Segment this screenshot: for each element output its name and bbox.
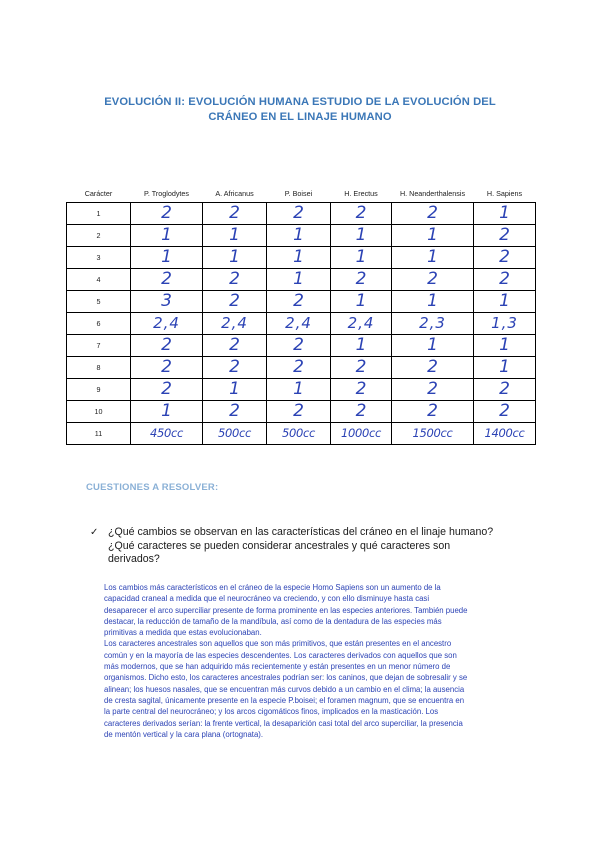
table-cell: 1 <box>474 335 536 357</box>
row-number: 7 <box>67 335 131 357</box>
table-cell: 2 <box>331 357 392 379</box>
table-cell: 2 <box>203 401 267 423</box>
table-cell: 1 <box>331 291 392 313</box>
table-cell: 1 <box>131 401 203 423</box>
table-cell: 2 <box>131 357 203 379</box>
table-cell: 2 <box>131 269 203 291</box>
table-cell: 1 <box>267 379 331 401</box>
answer-line: destacar, la reducción de tamaño de la mandíbula, así como de la dentadura de las especies más <box>104 616 442 626</box>
question-text <box>108 526 493 567</box>
header-boisei: P. Boisei <box>284 188 313 198</box>
answer-line: desaparecer el arco superciliar presente de forma prominente en las especies anteriores. También puede <box>104 605 468 615</box>
table-cell: 2 <box>392 357 474 379</box>
row-number: 10 <box>67 401 131 423</box>
header-troglodytes: P. Troglodytes <box>143 188 189 198</box>
table-cell: 1 <box>392 225 474 247</box>
table-cell: 2 <box>203 357 267 379</box>
table-cell: 500cc <box>267 423 331 445</box>
title-line: EVOLUCIÓN II: EVOLUCIÓN HUMANA ESTUDIO DE LA EVOLUCIÓN DEL <box>104 96 496 108</box>
table-row <box>67 423 536 445</box>
row-number: 11 <box>67 423 131 445</box>
answer-line: de mentón vertical y la cara plana (ortognata). <box>104 729 264 739</box>
table-cell: 2 <box>392 401 474 423</box>
header-character: Carácter <box>84 188 113 198</box>
table-cell: 2 <box>331 269 392 291</box>
table-cell: 2 <box>331 379 392 401</box>
table-cell: 2 <box>331 401 392 423</box>
header-africanus: A. Africanus <box>215 188 254 198</box>
table-cell: 2 <box>474 247 536 269</box>
answer-line: común y en la mayoría de las especies descendentes. Los caracteres derivados con aquellos que son <box>104 650 457 660</box>
table-cell: 1 <box>392 335 474 357</box>
row-number: 5 <box>67 291 131 313</box>
answer-line: de cresta sagital, únicamente presente en la especie P.boisei; el foramen magnum, que se encuentra en <box>104 695 465 705</box>
table-cell: 2,4 <box>267 313 331 335</box>
answer-line: alinean; los huesos nasales, que se encuentran más curvos debido a un cambio en el clima; la ausencia <box>104 684 465 694</box>
table-row <box>67 335 536 357</box>
answer-line: Los cambios más característicos en el cráneo de la especie Homo Sapiens son un aumento de la <box>104 583 441 592</box>
row-number: 1 <box>67 203 131 225</box>
table-row <box>67 269 536 291</box>
table-cell: 1 <box>267 269 331 291</box>
table-cell: 1 <box>474 291 536 313</box>
table-cell: 2,4 <box>131 313 203 335</box>
table-cell: 2 <box>474 225 536 247</box>
table-row <box>67 357 536 379</box>
row-number: 8 <box>67 357 131 379</box>
answer-line: organismos. Dicho esto, los caracteres ancestrales podrían ser: los caninos, que dejan de sobresalir y se <box>104 673 468 683</box>
table-cell: 2 <box>267 401 331 423</box>
table-cell: 450cc <box>131 423 203 445</box>
table-row <box>67 203 536 225</box>
table-cell: 1 <box>474 203 536 225</box>
answer-line: primitivas a medida que estas evolucionaban. <box>104 628 262 638</box>
answer-line: capacidad craneal a medida que el neurocráneo va creciendo, y con ello disminuye hasta casi <box>104 594 430 604</box>
table-cell: 2 <box>267 291 331 313</box>
row-number: 3 <box>67 247 131 269</box>
table-cell: 3 <box>131 291 203 313</box>
answer-line: Los caracteres ancestrales son aquellos que son más primitivos, que están presentes en el ancestro <box>104 639 452 649</box>
table-cell: 2 <box>203 291 267 313</box>
table-cell: 2 <box>131 335 203 357</box>
row-number: 4 <box>67 269 131 291</box>
table-header-row <box>67 184 536 203</box>
table-cell: 1 <box>392 291 474 313</box>
answer-text <box>104 582 524 740</box>
table-cell: 2 <box>474 401 536 423</box>
table-cell: 1 <box>331 335 392 357</box>
table-row <box>67 291 536 313</box>
table-cell: 2 <box>203 203 267 225</box>
question-item <box>90 526 530 567</box>
section-title: CUESTIONES A RESOLVER: <box>86 482 219 493</box>
answer-line: caracteres derivados serían: la frente vertical, la desaparición casi total del arco superciliar, la presencia <box>104 718 463 728</box>
table-cell: 1,3 <box>474 313 536 335</box>
question-line: ¿Qué caracteres se pueden considerar ancestrales y qué caracteres son <box>108 539 451 552</box>
table-row <box>67 247 536 269</box>
table-cell: 1400cc <box>474 423 536 445</box>
answer-paragraph <box>104 638 524 740</box>
table-cell: 1 <box>203 379 267 401</box>
table-cell: 1000cc <box>331 423 392 445</box>
table-row <box>67 401 536 423</box>
table-cell: 2 <box>131 379 203 401</box>
checkmark-icon: ✓ <box>90 527 99 538</box>
table-row <box>67 225 536 247</box>
table-cell: 2,3 <box>392 313 474 335</box>
row-number: 2 <box>67 225 131 247</box>
title-line: CRÁNEO EN EL LINAJE HUMANO <box>208 111 392 123</box>
table-cell: 1 <box>392 247 474 269</box>
table-row <box>67 379 536 401</box>
table-cell: 2 <box>392 379 474 401</box>
table-cell: 2 <box>474 269 536 291</box>
table-cell: 2,4 <box>203 313 267 335</box>
table-cell: 1 <box>267 247 331 269</box>
header-erectus: H. Erectus <box>344 188 378 198</box>
table-cell: 1 <box>203 225 267 247</box>
question-line: derivados? <box>108 553 160 565</box>
table-cell: 1 <box>267 225 331 247</box>
row-number: 9 <box>67 379 131 401</box>
table-cell: 1 <box>331 225 392 247</box>
table-cell: 2 <box>474 379 536 401</box>
table-cell: 2 <box>392 269 474 291</box>
table-cell: 2 <box>331 203 392 225</box>
table-cell: 1 <box>131 225 203 247</box>
row-number: 6 <box>67 313 131 335</box>
table-cell: 1 <box>331 247 392 269</box>
answer-line: más modernos, que se han adquirido más recientemente y están presentes en un menor número de <box>104 662 451 672</box>
table-cell: 2,4 <box>331 313 392 335</box>
table-cell: 1 <box>131 247 203 269</box>
table-cell: 1 <box>203 247 267 269</box>
table-cell: 2 <box>267 203 331 225</box>
question-line: ¿Qué cambios se observan en las características del cráneo en el linaje humano? <box>108 526 494 538</box>
answer-line: la parte central del neurocráneo; y los arcos cigomáticos finos, implicados en la masticación. Los <box>104 707 439 717</box>
header-sapiens: H. Sapiens <box>486 188 523 198</box>
character-table <box>66 184 536 445</box>
table-cell: 2 <box>392 203 474 225</box>
table-cell: 1500cc <box>392 423 474 445</box>
document-title <box>60 95 540 125</box>
table-cell: 2 <box>203 335 267 357</box>
table-cell: 2 <box>267 357 331 379</box>
table-cell: 500cc <box>203 423 267 445</box>
table-cell: 1 <box>474 357 536 379</box>
table-row <box>67 313 536 335</box>
table-cell: 2 <box>267 335 331 357</box>
header-neanderthalensis: H. Neanderthalensis <box>399 188 466 198</box>
answer-paragraph <box>104 582 524 638</box>
table-cell: 2 <box>203 269 267 291</box>
table-cell: 2 <box>131 203 203 225</box>
